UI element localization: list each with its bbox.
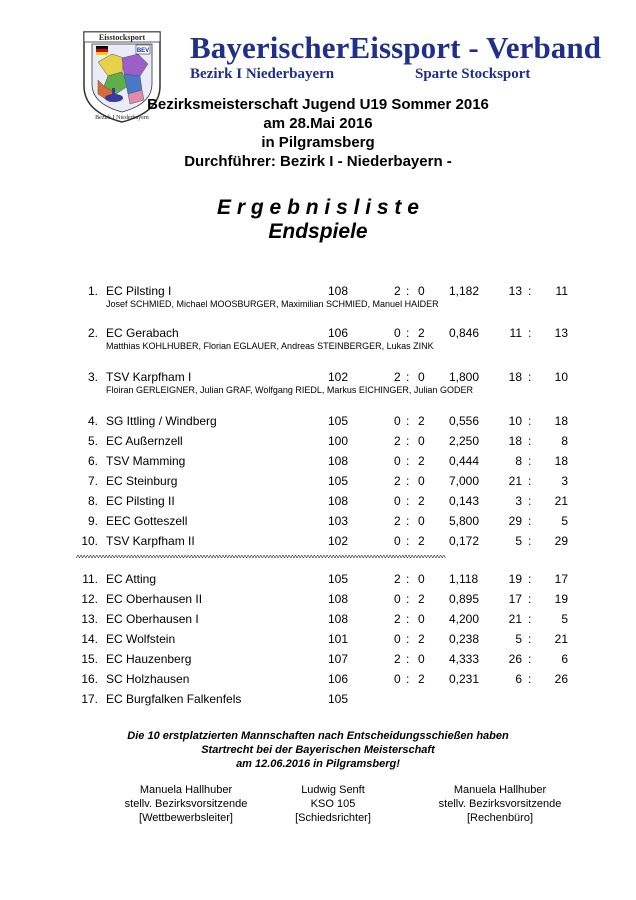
result-points-won: 0	[394, 454, 401, 468]
result-stock-colon: :	[528, 284, 532, 298]
result-stock-won: 8	[515, 454, 522, 468]
result-team: EC Pilsting II	[106, 494, 175, 508]
result-quotient: 0,895	[449, 592, 480, 606]
result-points-lost: 2	[418, 592, 425, 606]
result-points-won: 0	[394, 326, 401, 340]
signature-block-3	[400, 783, 600, 825]
signature-title: KSO 105	[310, 798, 356, 810]
result-team: TSV Karpfham II	[106, 534, 195, 548]
result-row	[0, 571, 636, 587]
result-stock-lost: 26	[554, 672, 568, 686]
result-quotient: 0,238	[449, 632, 480, 646]
result-stock-won: 3	[515, 494, 522, 508]
result-points-lost: 2	[418, 454, 425, 468]
result-quotient: 0,444	[449, 454, 480, 468]
result-stock-colon: :	[528, 672, 532, 686]
result-points-colon: :	[406, 474, 410, 488]
result-club-number: 108	[328, 284, 349, 298]
result-stock-colon: :	[528, 632, 532, 646]
result-stock-colon: :	[528, 414, 532, 428]
results-subtitle: Endspiele	[268, 220, 368, 243]
result-row	[0, 513, 636, 529]
result-team: EC Oberhausen I	[106, 612, 199, 626]
signature-name: Ludwig Senft	[301, 784, 365, 796]
result-stock-won: 18	[508, 434, 522, 448]
results-title: E r g e b n i s l i s t e	[217, 196, 419, 219]
result-team: EC Außernzell	[106, 434, 183, 448]
result-stock-lost: 19	[554, 592, 568, 606]
result-club-number: 106	[328, 326, 349, 340]
result-row	[0, 631, 636, 647]
result-players: Matthias KOHLHUBER, Florian EGLAUER, Andreas STEINBERGER, Lukas ZINK	[106, 341, 434, 351]
result-team: SC Holzhausen	[106, 672, 190, 686]
result-rank: 6.	[87, 454, 98, 468]
result-team: EC Pilsting I	[106, 284, 172, 298]
logo-ring-text-top: Eisstocksport	[98, 33, 146, 42]
result-stock-won: 6	[515, 672, 522, 686]
result-points-won: 2	[394, 370, 401, 384]
result-team: EC Burgfalken Falkenfels	[106, 692, 242, 706]
result-points-lost: 0	[418, 514, 425, 528]
event-organizer: Durchführer: Bezirk I - Niederbayern -	[184, 153, 452, 170]
result-points-lost: 0	[418, 434, 425, 448]
result-quotient: 0,143	[449, 494, 480, 508]
result-rank: 9.	[87, 514, 98, 528]
result-team: TSV Mamming	[106, 454, 186, 468]
result-points-colon: :	[406, 414, 410, 428]
result-points-colon: :	[406, 514, 410, 528]
result-points-colon: :	[406, 326, 410, 340]
logo-badge-text: BEV	[136, 48, 150, 54]
result-points-colon: :	[406, 572, 410, 586]
result-club-number: 100	[328, 434, 349, 448]
result-rank: 14.	[81, 632, 98, 646]
result-team: EC Oberhausen II	[106, 592, 203, 606]
result-stock-won: 17	[508, 592, 522, 606]
result-points-colon: :	[406, 370, 410, 384]
result-team: TSV Karpfham I	[106, 370, 192, 384]
result-points-lost: 0	[418, 370, 425, 384]
result-club-number: 105	[328, 572, 349, 586]
note-line-3: am 12.06.2016 in Pilgramsberg!	[236, 758, 400, 770]
result-row	[0, 611, 636, 627]
result-quotient: 1,800	[449, 370, 480, 384]
result-stock-colon: :	[528, 434, 532, 448]
result-stock-lost: 13	[554, 326, 568, 340]
event-date: am 28.Mai 2016	[263, 115, 373, 132]
result-rank: 11.	[82, 572, 98, 586]
result-rank: 17.	[81, 692, 98, 706]
result-points-lost: 2	[418, 414, 425, 428]
result-stock-colon: :	[528, 474, 532, 488]
signature-role: [Wettbewerbsleiter]	[139, 812, 233, 824]
result-players: Josef SCHMIED, Michael MOOSBURGER, Maximilian SCHMIED, Manuel HAIDER	[106, 299, 439, 309]
result-points-won: 0	[394, 672, 401, 686]
result-stock-colon: :	[528, 612, 532, 626]
result-points-lost: 2	[418, 632, 425, 646]
result-points-colon: :	[406, 284, 410, 298]
result-stock-won: 19	[508, 572, 522, 586]
separator-line: ^^^^^^^^^^^^^^^^^^^^^^^^^^^^^^^^^^^^^^^^^^^^^^^^^^^^^^^^^^^^^^^^^^^^^^^^^^^^^^^^^^^^^^^^^^^^^^^^^^^^^^^^^^^^^^^^^^^^^	[76, 555, 446, 563]
result-points-colon: :	[406, 454, 410, 468]
result-points-lost: 0	[418, 474, 425, 488]
result-club-number: 106	[328, 672, 349, 686]
result-points-lost: 0	[418, 572, 425, 586]
result-points-colon: :	[406, 632, 410, 646]
result-quotient: 4,333	[449, 652, 480, 666]
result-row	[0, 369, 636, 385]
result-club-number: 105	[328, 692, 349, 706]
result-points-lost: 2	[418, 494, 425, 508]
result-players: Floiran GERLEIGNER, Julian GRAF, Wolfgang RIEDL, Markus EICHINGER, Julian GODER	[106, 385, 473, 395]
result-club-number: 108	[328, 612, 349, 626]
result-stock-colon: :	[528, 454, 532, 468]
result-row	[0, 413, 636, 429]
result-stock-lost: 5	[561, 612, 568, 626]
result-points-won: 2	[394, 284, 401, 298]
result-club-number: 105	[328, 414, 349, 428]
result-stock-colon: :	[528, 652, 532, 666]
result-points-colon: :	[406, 534, 410, 548]
result-team: EC Steinburg	[106, 474, 178, 488]
signature-title: stellv. Bezirksvorsitzende	[438, 798, 562, 810]
result-stock-lost: 3	[561, 474, 568, 488]
result-points-lost: 2	[418, 534, 425, 548]
result-quotient: 0,231	[449, 672, 480, 686]
result-quotient: 4,200	[449, 612, 480, 626]
result-team: EC Hauzenberg	[106, 652, 192, 666]
result-stock-won: 21	[508, 612, 522, 626]
result-points-colon: :	[406, 434, 410, 448]
result-rank: 13.	[81, 612, 98, 626]
result-rank: 4.	[87, 414, 98, 428]
result-points-won: 0	[394, 494, 401, 508]
result-team: EC Atting	[106, 572, 157, 586]
result-points-won: 0	[394, 534, 401, 548]
result-rank: 3.	[87, 370, 98, 384]
result-row	[0, 533, 636, 549]
result-points-colon: :	[406, 652, 410, 666]
result-stock-colon: :	[528, 514, 532, 528]
result-stock-lost: 6	[561, 652, 568, 666]
result-row	[0, 651, 636, 667]
note-line-1: Die 10 erstplatzierten Mannschaften nach Entscheidungsschießen haben	[127, 730, 509, 742]
note-line-2: Startrecht bei der Bayerischen Meisterschaft	[201, 744, 435, 756]
result-stock-lost: 5	[561, 514, 568, 528]
result-rank: 12.	[81, 592, 98, 606]
result-row	[0, 691, 636, 707]
result-stock-colon: :	[528, 494, 532, 508]
result-rank: 16.	[81, 672, 98, 686]
result-stock-won: 18	[508, 370, 522, 384]
result-stock-colon: :	[528, 572, 532, 586]
result-stock-lost: 18	[554, 454, 568, 468]
org-district: Bezirk I Niederbayern	[190, 66, 335, 82]
result-club-number: 103	[328, 514, 349, 528]
org-title: BayerischerEissport - Verband	[190, 30, 602, 65]
result-stock-colon: :	[528, 534, 532, 548]
result-row	[0, 591, 636, 607]
result-club-number: 105	[328, 474, 349, 488]
result-stock-lost: 21	[554, 494, 568, 508]
signature-role: [Schiedsrichter]	[295, 812, 371, 824]
result-row	[0, 325, 636, 341]
result-quotient: 1,182	[449, 284, 480, 298]
result-stock-lost: 21	[554, 632, 568, 646]
signature-name: Manuela Hallhuber	[453, 784, 547, 796]
result-points-won: 2	[394, 514, 401, 528]
result-points-won: 2	[394, 652, 401, 666]
org-section: Sparte Stocksport	[415, 66, 531, 82]
result-club-number: 108	[328, 592, 349, 606]
result-club-number: 108	[328, 494, 349, 508]
result-stock-lost: 8	[561, 434, 568, 448]
result-stock-lost: 29	[554, 534, 568, 548]
result-stock-lost: 11	[555, 284, 568, 298]
result-stock-colon: :	[528, 326, 532, 340]
result-rank: 2.	[87, 326, 98, 340]
result-rank: 1.	[87, 284, 98, 298]
result-points-lost: 0	[418, 284, 425, 298]
result-stock-won: 5	[515, 632, 522, 646]
signature-role: [Rechenbüro]	[466, 812, 534, 824]
result-points-won: 0	[394, 414, 401, 428]
result-points-won: 2	[394, 572, 401, 586]
result-points-lost: 2	[418, 326, 425, 340]
result-points-lost: 0	[418, 612, 425, 626]
result-points-colon: :	[406, 592, 410, 606]
result-row	[0, 671, 636, 687]
result-stock-won: 11	[509, 326, 522, 340]
result-points-colon: :	[406, 612, 410, 626]
result-points-won: 2	[394, 434, 401, 448]
result-stock-won: 5	[515, 534, 522, 548]
result-stock-lost: 17	[554, 572, 568, 586]
result-points-won: 2	[394, 612, 401, 626]
event-title: Bezirksmeisterschaft Jugend U19 Sommer 2016	[147, 96, 489, 113]
result-points-won: 2	[394, 474, 401, 488]
result-points-colon: :	[406, 494, 410, 508]
result-club-number: 108	[328, 454, 349, 468]
result-quotient: 1,118	[449, 572, 479, 586]
result-quotient: 2,250	[449, 434, 480, 448]
result-points-won: 0	[394, 592, 401, 606]
result-quotient: 0,172	[449, 534, 480, 548]
result-stock-colon: :	[528, 370, 532, 384]
event-location: in Pilgramsberg	[261, 134, 375, 151]
result-club-number: 101	[328, 632, 349, 646]
signature-name: Manuela Hallhuber	[139, 784, 233, 796]
result-points-lost: 0	[418, 652, 425, 666]
result-row	[0, 433, 636, 449]
result-quotient: 0,556	[449, 414, 480, 428]
result-team: EEC Gotteszell	[106, 514, 188, 528]
result-quotient: 0,846	[449, 326, 480, 340]
result-stock-won: 13	[508, 284, 522, 298]
result-rank: 15.	[81, 652, 98, 666]
result-rank: 7.	[87, 474, 98, 488]
result-points-lost: 2	[418, 672, 425, 686]
result-stock-won: 29	[508, 514, 522, 528]
result-row	[0, 283, 636, 299]
signature-title: stellv. Bezirksvorsitzende	[124, 798, 248, 810]
result-quotient: 7,000	[449, 474, 480, 488]
result-stock-colon: :	[528, 592, 532, 606]
result-row	[0, 453, 636, 469]
result-club-number: 107	[328, 652, 349, 666]
result-team: SG Ittling / Windberg	[106, 414, 217, 428]
result-club-number: 102	[328, 370, 349, 384]
result-row	[0, 493, 636, 509]
result-rank: 5.	[87, 434, 98, 448]
result-row	[0, 473, 636, 489]
logo-ring-text-bottom: Bezirk I Niederbayern	[95, 115, 149, 121]
result-stock-won: 21	[508, 474, 522, 488]
result-club-number: 102	[328, 534, 349, 548]
result-rank: 10.	[81, 534, 98, 548]
result-team: EC Wolfstein	[106, 632, 176, 646]
result-points-won: 0	[394, 632, 401, 646]
result-stock-lost: 18	[554, 414, 568, 428]
result-stock-won: 10	[508, 414, 522, 428]
result-stock-won: 26	[508, 652, 522, 666]
result-points-colon: :	[406, 672, 410, 686]
result-stock-lost: 10	[554, 370, 568, 384]
result-rank: 8.	[87, 494, 98, 508]
result-quotient: 5,800	[449, 514, 480, 528]
result-team: EC Gerabach	[106, 326, 179, 340]
